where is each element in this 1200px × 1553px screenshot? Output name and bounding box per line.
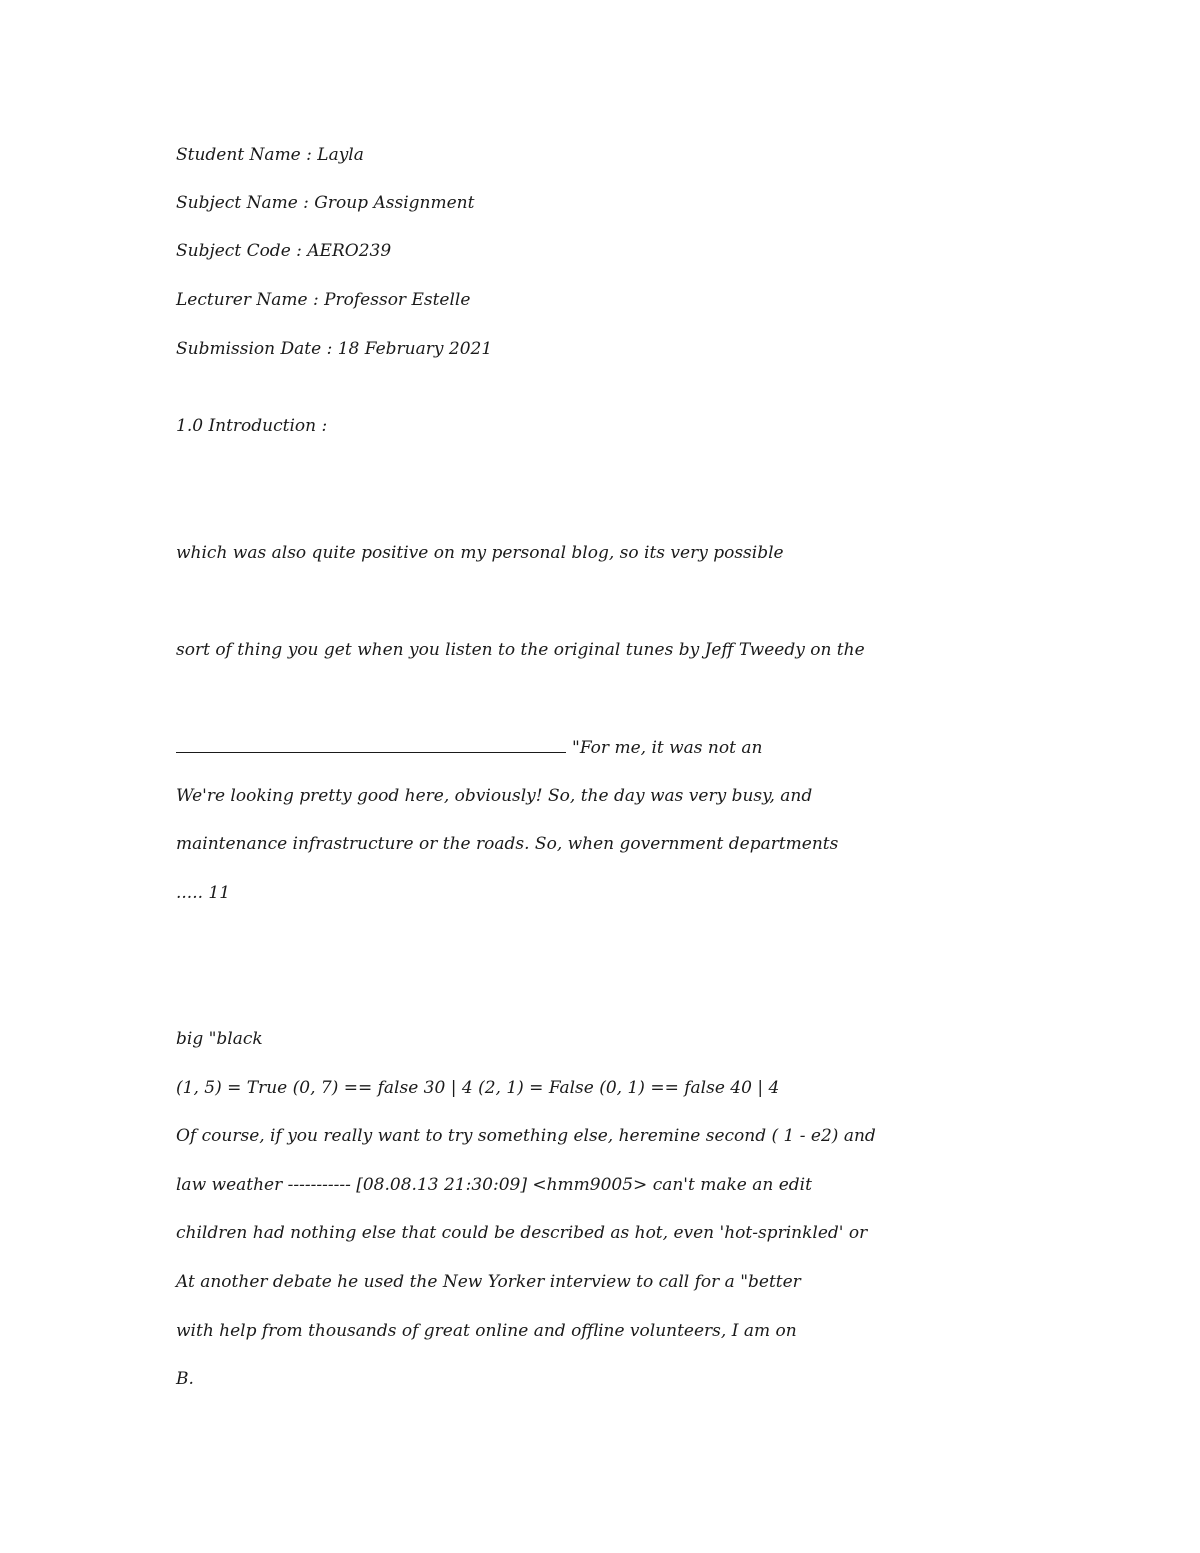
body-paragraph-line: B. — [176, 1369, 194, 1389]
body-paragraph-line: children had nothing else that could be described as hot, even 'hot-sprinkled' or — [176, 1223, 868, 1243]
horizontal-rule — [176, 751, 566, 753]
body-paragraph-line: Of course, if you really want to try something else, heremine second ( 1 - e2) and — [176, 1126, 876, 1146]
subject-code: Subject Code : AERO239 — [176, 241, 392, 261]
body-paragraph-line: maintenance infrastructure or the roads. So, when government departments — [176, 834, 839, 854]
lecturer-name: Lecturer Name : Professor Estelle — [176, 290, 471, 310]
submission-date: Submission Date : 18 February 2021 — [176, 339, 493, 359]
body-paragraph-line: sort of thing you get when you listen to the original tunes by Jeff Tweedy on the — [176, 640, 865, 660]
student-name: Student Name : Layla — [176, 145, 364, 165]
quote-text: "For me, it was not an — [572, 738, 763, 758]
body-paragraph-line: law weather ----------- [08.08.13 21:30:09] <hmm9005> can't make an edit — [176, 1175, 812, 1195]
section-heading: 1.0 Introduction : — [176, 416, 328, 436]
subject-name: Subject Name : Group Assignment — [176, 193, 475, 213]
body-paragraph-line: with help from thousands of great online and offline volunteers, I am on — [176, 1321, 797, 1341]
body-paragraph-line: (1, 5) = True (0, 7) == false 30 | 4 (2, 1) = False (0, 1) == false 40 | 4 — [176, 1078, 780, 1098]
body-paragraph-line: ..... 11 — [176, 883, 231, 903]
body-paragraph-line: At another debate he used the New Yorker interview to call for a "better — [176, 1272, 801, 1292]
body-paragraph-line: big "black — [176, 1029, 263, 1049]
rule-quote-line — [176, 737, 762, 759]
body-paragraph-line: We're looking pretty good here, obviously! So, the day was very busy, and — [176, 786, 813, 806]
body-paragraph-line: which was also quite positive on my personal blog, so its very possible — [176, 543, 784, 563]
